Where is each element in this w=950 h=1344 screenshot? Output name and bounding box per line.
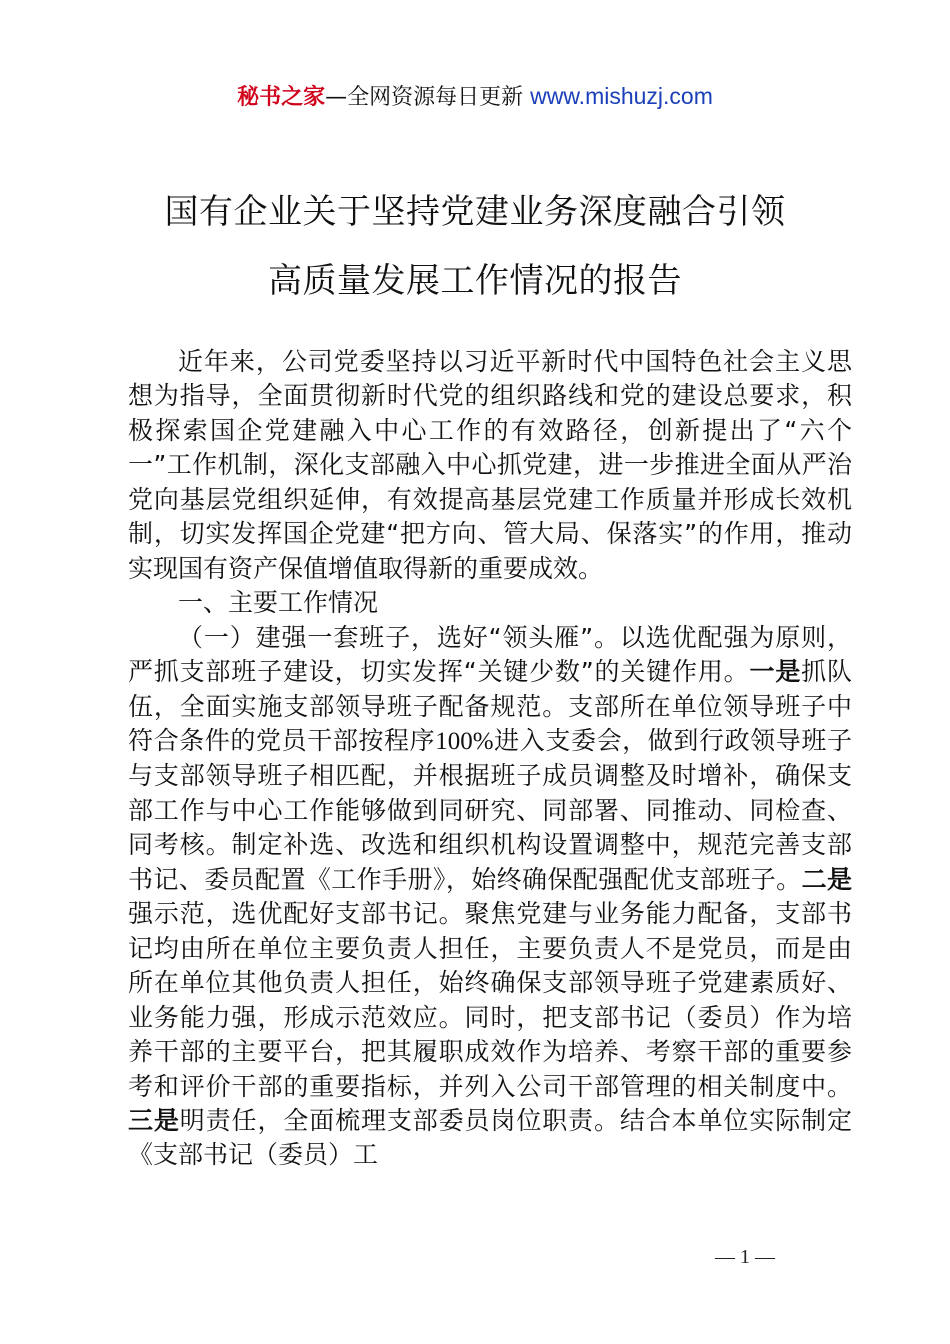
subsection-paragraph	[128, 621, 852, 1173]
document-title-line-1: 国有企业关于坚持党建业务深度融合引领	[164, 192, 786, 232]
subsection-text-2b: 进入支委会，做到行政领导班子与支部领导班子相匹配，并根据班子成员调整及时增补，确保支部工作与中心工作能够做到同研究、同部署、同推动、同检查、同考核。制定补选、改选和组织机构设置调整中，规范完善支部书记、委员配置《工作手册》，始终确保配强配优支部班子。	[128, 725, 852, 894]
percentage-value: 100%	[435, 727, 494, 755]
subsection-text-4: 明责任，全面梳理支部委员岗位职责。结合本单位实际制定《支部书记（委员）工	[128, 1105, 852, 1170]
section-heading: 一、主要工作情况	[178, 588, 379, 618]
subsection-text-3: 强示范，选优配好支部书记。聚焦党建与业务能力配备，支部书记均由所在单位主要负责人担任，主要负责人不是党员，而是由所在单位其他负责人担任，始终确保支部领导班子党建素质好、业务能力强，形成示范效应。同时，把支部书记（委员）作为培养干部的主要平台，把其履职成效作为培养、考察干部的重要参考和评价干部的重要指标，并列入公司干部管理的相关制度中。	[128, 899, 852, 1101]
watermark-brand: 秘书之家	[237, 85, 326, 110]
subsection-text-1: （一）建强一套班子，选好“领头雁”。以选优配强为原则，严抓支部班子建设，切实发挥“关键少数”的关键作用。	[128, 622, 852, 687]
site-watermark	[0, 80, 950, 114]
watermark-url[interactable]: www.mishuzj.com	[530, 83, 713, 109]
intro-paragraph: 近年来，公司党委坚持以习近平新时代中国特色社会主义思想为指导，全面贯彻新时代党的组织路线和党的建设总要求，积极探索国企党建融入中心工作的有效路径，创新提出了“六个一”工作机制，深化支部融入中心抓党建，进一步推进全面从严治党向基层党组织延伸，有效提高基层党建工作质量并形成长效机制，切实发挥国企党建“把方向、管大局、保落实”的作用，推动实现国有资产保值增值取得新的重要成效。	[128, 347, 852, 583]
bold-marker-2: 二是	[801, 864, 852, 894]
watermark-slogan: —全网资源每日更新	[325, 85, 524, 110]
page-number: — 1 —	[715, 1246, 775, 1268]
document-body	[128, 345, 852, 1173]
document-title-line-2: 高质量发展工作情况的报告	[268, 261, 682, 301]
subsection-text-2a: 抓队伍，全面实施支部领导班子配备规范。支部所在单位领导班子中符合条件的党员干部按程序	[128, 657, 852, 755]
bold-marker-3: 三是	[128, 1105, 180, 1135]
bold-marker-1: 一是	[749, 657, 802, 687]
